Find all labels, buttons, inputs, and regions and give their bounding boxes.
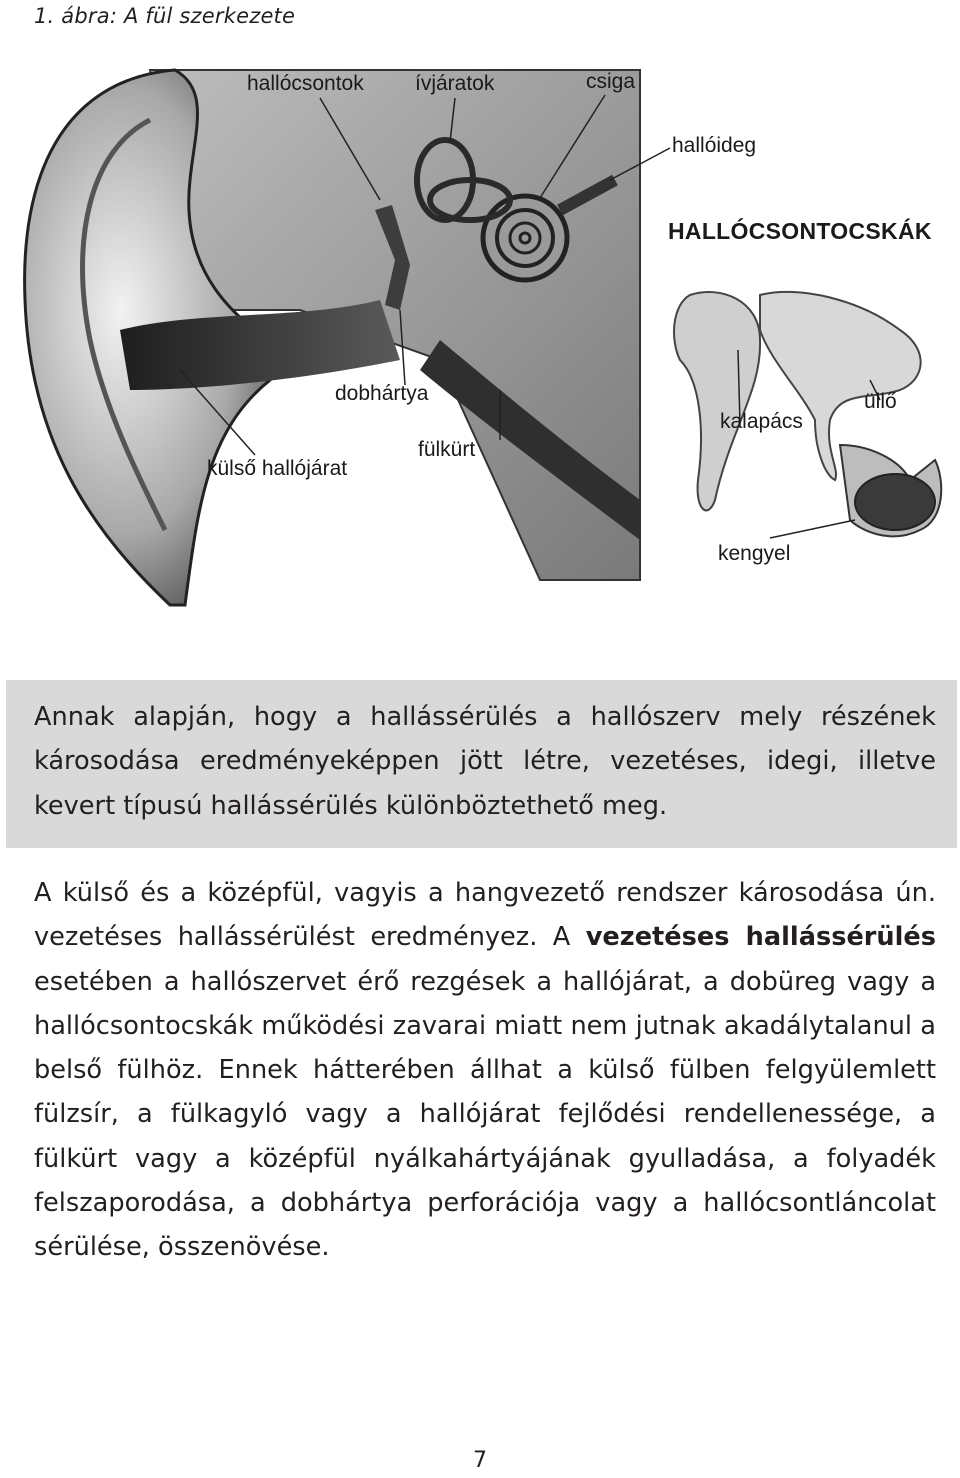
cochlea-shape (483, 196, 567, 280)
label-dobhartya: dobhártya (335, 382, 429, 405)
page-number: 7 (473, 1448, 487, 1473)
label-fulkurt: fülkürt (418, 438, 476, 461)
label-kengyel: kengyel (718, 542, 791, 565)
label-halloideg: hallóideg (672, 134, 757, 157)
highlight-paragraph: Annak alapján, hogy a hallássérülés a hallószerv mely részének károsodása eredményeképpen jött létre, vezetéses, idegi, illetve kevert típusú hallássérülés különböztethető meg. (34, 702, 936, 821)
label-kalapacs: kalapács (720, 410, 803, 433)
figure-caption: 1. ábra: A fül szerkezete (34, 4, 296, 28)
body-text-part1: A külső és a középfül, vagyis a hangvezető rendszer károsodása ún. vezetéses hallássérülést eredményez. A (34, 878, 936, 953)
ossicles-inset-shape (674, 292, 941, 536)
label-kulso-hallojarat: külső hallójárat (207, 457, 348, 480)
ear-anatomy-figure (0, 60, 960, 620)
ear-illustration (0, 60, 960, 620)
body-paragraph (34, 871, 936, 1270)
label-hallocsontok: hallócsontok (247, 72, 364, 95)
label-ullo: üllő (864, 390, 897, 413)
label-inset-title: HALLÓCSONTOCSKÁK (668, 218, 932, 244)
label-csiga: csiga (586, 70, 636, 93)
label-ivjaratok: ívjáratok (415, 72, 495, 95)
body-text-part2: esetében a hallószervet érő rezgések a hallójárat, a dobüreg vagy a hallócsontocskák működési zavarai miatt nem jutnak akadálytalanul a belső fülhöz. Ennek hátterében állhat a külső fülben felgyülemlett fülzsír, a fülkagyló vagy a hallójárat fejlődési rendellenessége, a fülkürt vagy a középfül nyálkahártyájának gyulladása, a folyadék felszaporodása, a dobhártya perforációja vagy a hallócsontláncolat sérülése, összenövése. (34, 966, 936, 1263)
body-text-bold: vezetéses hallássérülés (585, 922, 937, 953)
